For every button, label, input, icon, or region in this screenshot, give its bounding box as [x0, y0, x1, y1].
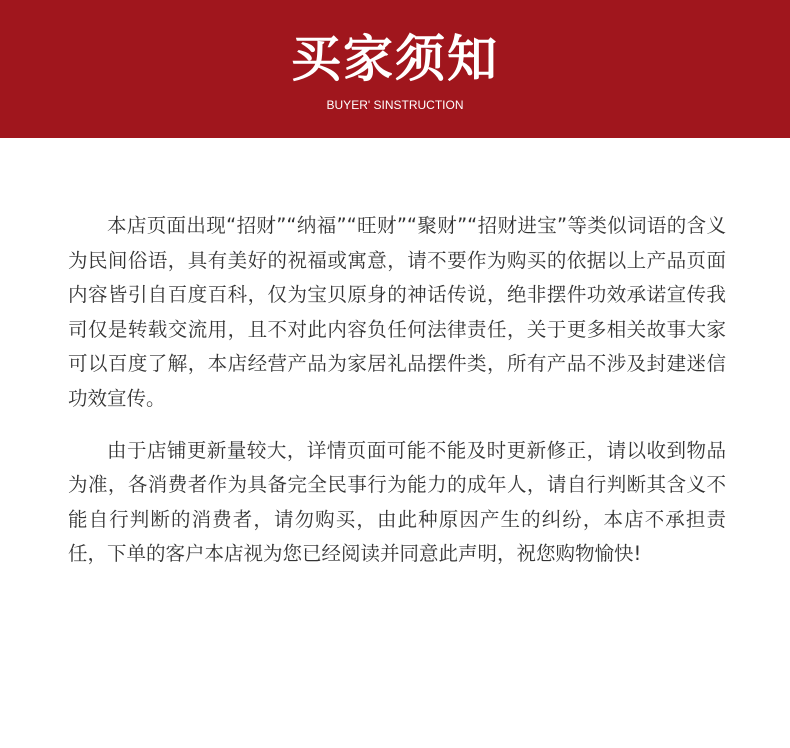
notice-paragraph-2: 由于店铺更新量较大，详情页面可能不能及时更新修正，请以收到物品为准，各消费者作为具备完全民事行为能力的成年人，请自行判断其含义不能自行判断的消费者，请勿购买，由此种原因产生的纠纷，本店不承担责任，下单的客户本店视为您已经阅读并同意此声明，祝您购物愉快!: [68, 438, 726, 566]
page-title: 买家须知: [291, 29, 499, 88]
notice-content: [68, 209, 726, 572]
header-banner: [0, 0, 790, 138]
page-subtitle: BUYER' SINSTRUCTION: [326, 98, 464, 112]
notice-paragraph-1: 本店页面出现“招财”“纳福”“旺财”“聚财”“招财进宝”等类似词语的含义为民间俗语，具有美好的祝福或寓意，请不要作为购买的依据以上产品页面内容皆引自百度百科，仅为宝贝原身的神话传说，绝非摆件功效承诺宣传我司仅是转载交流用，且不对此内容负任何法律责任，关于更多相关故事大家可以百度了解，本店经营产品为家居礼品摆件类，所有产品不涉及封建迷信功效宣传。: [68, 214, 726, 410]
